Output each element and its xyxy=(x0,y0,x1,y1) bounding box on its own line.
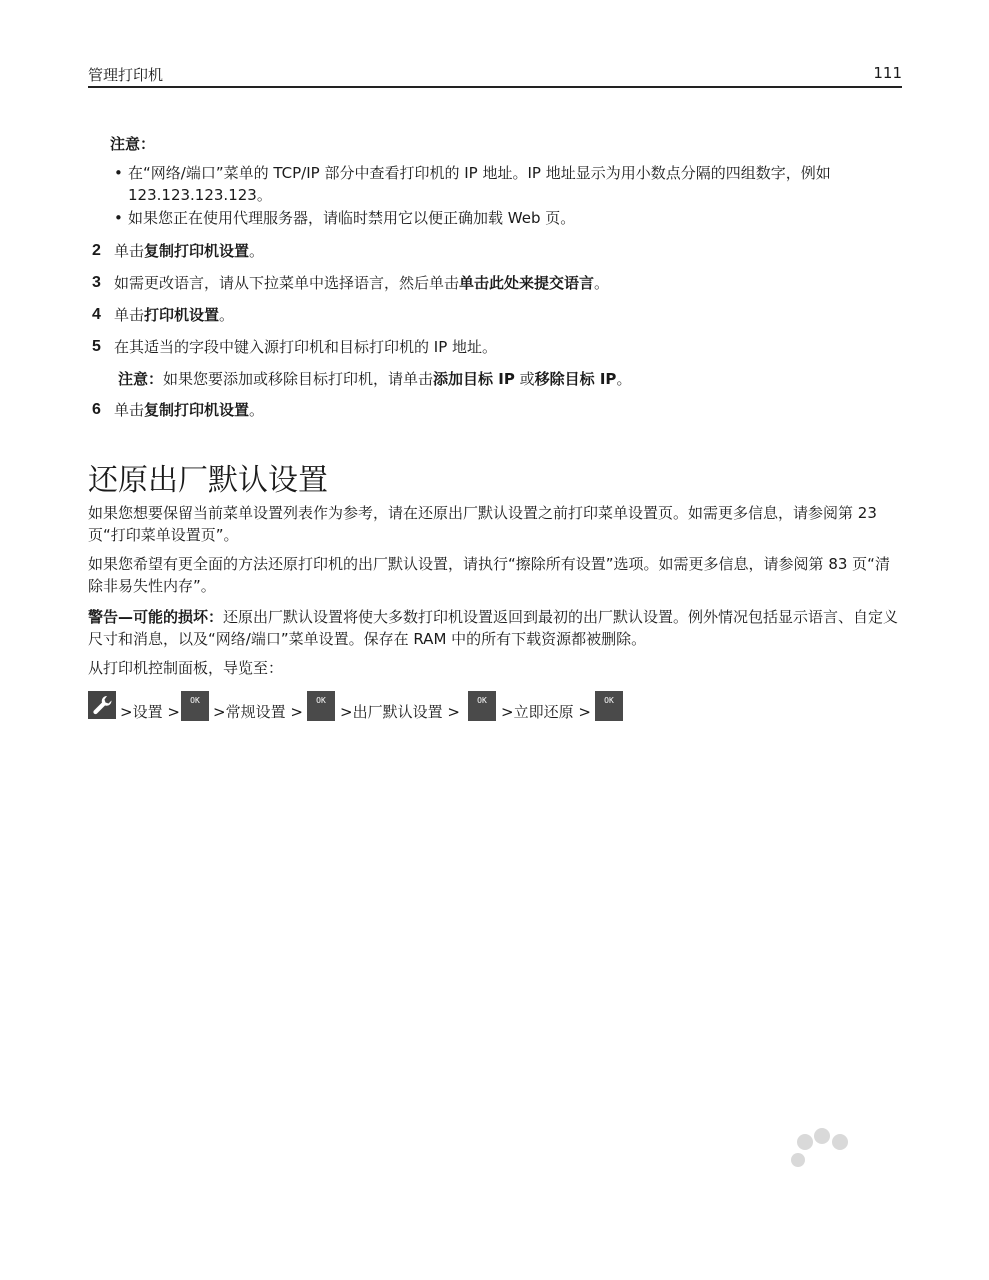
bullet-text: 在“网络/端口”菜单的 TCP/IP 部分中查看打印机的 IP 地址。IP 地址显示为用小数点分隔的四组数字，例如 123.123.123.123。 xyxy=(128,164,831,204)
bullet-text: 如果您正在使用代理服务器，请临时禁用它以便正确加载 Web 页。 xyxy=(128,209,576,227)
step-text-bold: 复制打印机设置 xyxy=(144,242,250,260)
nav-step-factory-defaults: >出厂默认设置 > xyxy=(340,703,460,721)
warning-label: 警告—可能的损坏： xyxy=(88,608,224,626)
step5-note xyxy=(118,368,631,390)
step-text-pre: 单击 xyxy=(114,401,145,419)
page-header xyxy=(88,64,902,88)
step-text-bold: 单击此处来提交语言 xyxy=(459,274,595,292)
step-text-bold: 复制打印机设置 xyxy=(144,401,250,419)
step-text-post: 。 xyxy=(249,401,265,419)
step-text xyxy=(114,304,234,326)
step-text xyxy=(114,336,497,358)
nav-step-restore-now: >立即还原 > xyxy=(501,703,591,721)
step-text-bold: 打印机设置 xyxy=(144,306,220,324)
step-number: 4 xyxy=(92,306,101,323)
step-text-pre: 单击 xyxy=(114,306,145,324)
step-text xyxy=(114,399,264,421)
ok-button[interactable]: OK xyxy=(181,691,209,721)
page-number: 111 xyxy=(873,64,902,82)
step-number: 5 xyxy=(92,338,101,355)
note-bullet xyxy=(114,162,898,206)
ok-button[interactable]: OK xyxy=(468,691,496,721)
remove-target-ip-label: 移除目标 IP xyxy=(534,370,617,388)
step-text xyxy=(114,240,264,262)
step-number: 6 xyxy=(92,401,101,418)
step-text-post: 。 xyxy=(219,306,235,324)
section-title: 还原出厂默认设置 xyxy=(88,463,328,498)
step-number: 3 xyxy=(92,274,101,291)
step-text-pre: 在其适当的字段中键入源打印机和目标打印机的 IP 地址。 xyxy=(114,338,498,356)
paragraph: 如果您希望有更全面的方法还原打印机的出厂默认设置，请执行“擦除所有设置”选项。如需更多信息，请参阅第 83 页“清除非易失性内存”。 xyxy=(88,555,890,595)
note-text: 如果您要添加或移除目标打印机，请单击 xyxy=(163,370,434,388)
note-text: 或 xyxy=(514,370,535,388)
paragraph: 从打印机控制面板，导览至： xyxy=(88,659,284,677)
warning-text: 还原出厂默认设置将使大多数打印机设置返回到最初的出厂默认设置。例外情况包括显示语言、自定义尺寸和消息，以及“网络/端口”菜单设置。保存在 RAM 中的所有下载资源都被删除。 xyxy=(88,608,899,648)
step-number: 2 xyxy=(92,242,101,259)
note-label: 注意： xyxy=(110,135,156,153)
step-text-post: 。 xyxy=(594,274,610,292)
header-title: 管理打印机 xyxy=(88,66,164,84)
note-label: 注意： xyxy=(118,370,164,388)
ok-button[interactable]: OK xyxy=(307,691,335,721)
baidu-watermark xyxy=(700,1120,940,1240)
ok-button[interactable]: OK xyxy=(595,691,623,721)
note-text: 。 xyxy=(616,370,632,388)
step-text-pre: 单击 xyxy=(114,242,145,260)
step-text-pre: 如需更改语言，请从下拉菜单中选择语言，然后单击 xyxy=(114,274,460,292)
add-target-ip-label: 添加目标 IP xyxy=(433,370,515,388)
bullet-dot: • xyxy=(114,164,123,182)
nav-step-general-settings: >常规设置 > xyxy=(213,703,303,721)
nav-step-settings: >设置 > xyxy=(120,703,180,721)
step-text-post: 。 xyxy=(249,242,265,260)
note-bullet xyxy=(114,207,898,229)
paragraph: 如果您想要保留当前菜单设置列表作为参考，请在还原出厂默认设置之前打印菜单设置页。如需更多信息，请参阅第 23 页“打印菜单设置页”。 xyxy=(88,504,877,544)
wrench-icon[interactable] xyxy=(88,691,116,719)
warning-paragraph xyxy=(88,606,902,650)
bullet-dot: • xyxy=(114,209,123,227)
step-text xyxy=(114,272,609,294)
